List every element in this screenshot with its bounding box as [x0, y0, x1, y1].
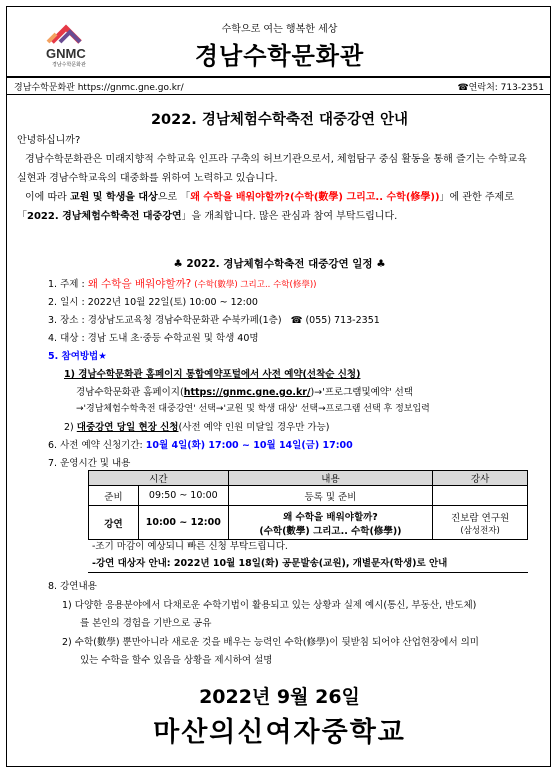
- item-location: 3. 장소 : 경상남도교육청 경남수학문화관 수북카페(1층) ☎ (055) 713-2351: [48, 315, 380, 326]
- document-date: 2022년 9월 26일: [199, 686, 360, 708]
- school-name: 마산의신여자중학교: [153, 717, 406, 748]
- intro-event-name: 2022. 경남체험수학축전 대중강연: [27, 211, 182, 222]
- info-website: 경남수학문화관 https://gnmc.gne.go.kr/: [14, 83, 184, 93]
- header-divider: [6, 76, 551, 78]
- intro-greeting: 안녕하십니까?: [17, 135, 81, 146]
- logo-text: GNMC: [46, 46, 86, 61]
- method-1-line-3: →'경남체험수학축전 대중강연' 선택→'교원 및 학생 대상' 선택→프로그램 선택 후 정보입력: [76, 404, 430, 414]
- target-audience: 교원 및 학생을 대상: [70, 192, 158, 203]
- table-row: [89, 486, 528, 506]
- info-divider: [6, 94, 551, 95]
- svg-text:경남수학문화관: [52, 61, 86, 68]
- note-participant-notice: -강연 대상자 안내: 2022년 10월 18일(화) 공문발송(교원), 개별문자(학생)로 안내: [92, 558, 448, 569]
- content-2-line-1: 2) 수학(數學) 뿐만아니라 새로운 것을 배우는 능력인 수학(修學)이 뒷받침 되어야 산업현장에서 의미: [62, 637, 479, 648]
- item-datetime: 2. 일시 : 2022년 10월 22일(토) 10:00 ~ 12:00: [48, 297, 258, 308]
- row-content: 왜 수학을 배워야할까? (수학(數學) 그리고.. 수학(修學)): [228, 506, 432, 540]
- schedule-table: [88, 470, 528, 540]
- header-title: 경남수학문화관: [194, 42, 365, 70]
- logo-subtext: 경남수학문화관: [52, 62, 86, 68]
- document-title: 2022. 경남체험수학축전 대중강연 안내: [150, 112, 409, 128]
- note-early-close: -조기 마감이 예상되니 빠른 신청 부탁드립니다.: [92, 541, 288, 552]
- col-header-content: 내용: [228, 471, 432, 486]
- table-header-row: [89, 471, 528, 486]
- row-time: 09:50 ~ 10:00: [138, 486, 228, 506]
- gnmc-logo: [40, 20, 110, 70]
- row-time: 10:00 ~ 12:00: [138, 506, 228, 540]
- schedule-title: ♣ 2022. 경남체험수학축전 대중강연 일정 ♣: [173, 258, 386, 270]
- info-bar: [14, 80, 544, 93]
- row-instructor: 진보람 연구원 (삼성전자): [433, 506, 528, 540]
- method-2: 2) 대중강연 당일 현장 신청(사전 예약 인원 미달일 경우만 가능): [64, 422, 330, 433]
- intro-paragraph-1: 경남수학문화관은 미래지향적 수학교육 인프라 구축의 허브기관으로서, 체험탐구 중심 활동을 통해 즐기는 수학교육 실현과 경남수학교육의 대중화를 위하여 노력하고 있습니다.: [17, 154, 527, 184]
- row-content: 등록 및 준비: [228, 486, 432, 506]
- intro-paragraph-2: 이에 따라 교원 및 학생을 대상으로 「왜 수학을 배워야할까?(수학(數學) 그리고.. 수학(修學))」에 관한 주제로 「2022. 경남체험수학축전 대중강연」을 개최합니다. 많은 관심과 참여 부탁드립니다.: [17, 192, 514, 222]
- svg-text:GNMC: [46, 46, 86, 61]
- item-booking-period: 6. 사전 예약 신청기간: 10월 4일(화) 17:00 ~ 10월 14일(금) 17:00: [48, 440, 353, 451]
- item-method: 5. 참여방법★: [48, 351, 107, 362]
- slogan: 수학으로 여는 행복한 세상: [221, 24, 338, 35]
- item-target: 4. 대상 : 경남 도내 초·중등 수학교원 및 학생 40명: [48, 333, 259, 344]
- row-label: 준비: [89, 486, 139, 506]
- content-2-line-2: 있는 수학을 할수 있음을 상황을 제시하여 설명: [80, 655, 273, 666]
- col-header-time: 시간: [89, 471, 229, 486]
- notes-divider: [88, 572, 528, 573]
- method-1-line-2: 경남수학문화관 홈페이지(https://gnmc.gne.go.kr/)→'프로그램및예약' 선택: [76, 387, 413, 398]
- item-lecture-content: 8. 강연내용: [48, 581, 97, 592]
- row-label: 강연: [89, 506, 139, 540]
- content-1-line-2: 를 본인의 경험을 기반으로 공유: [80, 618, 212, 629]
- table-row: [89, 506, 528, 540]
- method-1-title: 1) 경남수학문화관 홈페이지 통합예약포털에서 사전 예약(선착순 신청): [64, 369, 361, 380]
- col-header-instructor: 강사: [433, 471, 528, 486]
- intro-topic: 왜 수학을 배워야할까?(수학(數學) 그리고.. 수학(修學)): [190, 192, 440, 203]
- item-schedule: 7. 운영시간 및 내용: [48, 458, 131, 469]
- content-1-line-1: 1) 다양한 응용분야에서 다채로운 수학기법이 활용되고 있는 상황과 실제 예시(통신, 부동산, 반도체): [62, 600, 477, 611]
- item-topic: 1. 주제 : 왜 수학을 배워야할까? (수학(數學) 그리고.. 수학(修學)): [48, 278, 317, 290]
- row-instructor: [433, 486, 528, 506]
- info-phone: ☎연락처: 713-2351: [457, 83, 544, 93]
- homepage-link[interactable]: https://gnmc.gne.go.kr/: [183, 387, 311, 398]
